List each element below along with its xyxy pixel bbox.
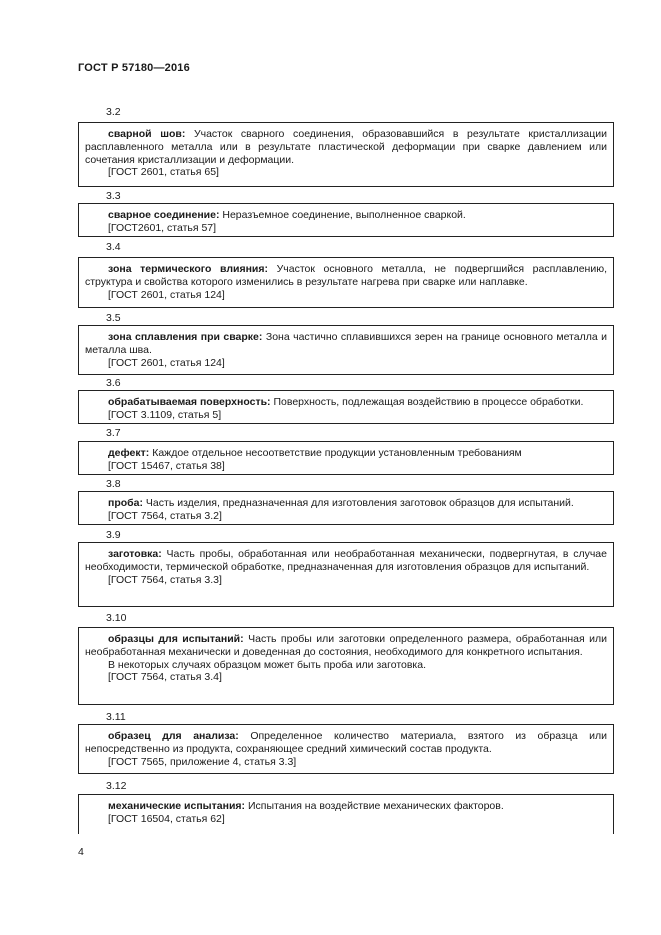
term-definition: Участок основного металла, не подвергшийся расплавлению, структура и свойства которого изменились в результате нагрева при сварке или наплавке. [85, 263, 607, 288]
term-title: механические испытания: [108, 800, 246, 812]
term-title: дефект: [108, 447, 150, 459]
term-entry [78, 794, 614, 834]
term-number: 3.2 [106, 106, 121, 118]
term-definition: Неразъемное соединение, выполненное сваркой. [222, 209, 466, 221]
term-reference: [ГОСТ 15467, статья 38] [108, 459, 225, 472]
term-number: 3.9 [106, 529, 121, 541]
term-reference: [ГОСТ 2601, статья 124] [108, 356, 225, 369]
term-entry [78, 390, 614, 424]
term-reference: [ГОСТ2601, статья 57] [108, 221, 217, 234]
term-definition: Часть пробы или заготовки определенного размера, обработанная или необработанная механически и доведенная до состояния, необходимого для конкретного испытания. [85, 633, 608, 658]
term-reference: [ГОСТ 2601, статья 124] [108, 288, 225, 301]
term-number: 3.6 [106, 377, 121, 389]
term-number: 3.5 [106, 312, 121, 324]
term-title: зона сплавления при сварке: [108, 331, 263, 343]
term-reference: [ГОСТ 7564, статья 3.4] [108, 671, 222, 684]
term-title: образцы для испытаний: [108, 633, 244, 645]
term-number: 3.12 [106, 780, 127, 792]
term-definition: Поверхность, подлежащая воздействию в процессе обработки. [273, 396, 584, 408]
term-entry [78, 491, 614, 525]
term-definition: Часть изделия, предназначенная для изготовления заготовок образцов для испытаний. [145, 497, 574, 509]
term-reference: [ГОСТ 7564, статья 3.3] [108, 573, 222, 586]
page-number: 4 [78, 846, 84, 858]
document-header: ГОСТ Р 57180—2016 [78, 62, 190, 74]
term-entry [78, 627, 614, 705]
term-definition: Зона частично сплавившихся зерен на границе основного металла и металла шва. [85, 331, 607, 356]
term-entry [78, 542, 614, 607]
term-reference: [ГОСТ 3.1109, статья 5] [108, 408, 222, 421]
term-entry [78, 724, 614, 774]
term-entry [78, 122, 614, 187]
term-reference: [ГОСТ 7565, приложение 4, статья 3.3] [108, 755, 297, 768]
term-definition: Часть пробы, обработанная или необработанная механически, подвергнутая, в случае необходимости, термической обработке, предназначенная для изготовления образцов для испытаний. [85, 548, 607, 573]
term-title: зона термического влияния: [108, 263, 269, 275]
term-number: 3.7 [106, 427, 121, 439]
term-entry [78, 325, 614, 375]
term-number: 3.3 [106, 190, 121, 202]
term-number: 3.10 [106, 612, 127, 624]
term-title: обрабатываемая поверхность: [108, 396, 271, 408]
term-number: 3.11 [106, 711, 126, 723]
term-definition: Определенное количество материала, взятого из образца или непосредственно из продукта, сохраняющее средний химический состав продукта. [85, 730, 608, 755]
term-reference: [ГОСТ 7564, статья 3.2] [108, 509, 222, 522]
term-definition: Каждое отдельное несоответствие продукции установленным требованиям [152, 447, 522, 459]
term-title: сварной шов: [108, 128, 186, 140]
term-number: 3.4 [106, 241, 121, 253]
term-note: В некоторых случаях образцом может быть проба или заготовка. [108, 658, 427, 671]
term-entry [78, 441, 614, 475]
term-reference: [ГОСТ 2601, статья 65] [108, 166, 219, 179]
term-definition: Испытания на воздействие механических факторов. [247, 800, 504, 812]
term-title: проба: [108, 497, 143, 509]
term-reference: [ГОСТ 16504, статья 62] [108, 812, 225, 825]
term-title: образец для анализа: [108, 730, 239, 742]
term-entry [78, 257, 614, 308]
term-number: 3.8 [106, 478, 121, 490]
term-definition: Участок сварного соединения, образовавшийся в результате кристаллизации расплавленного металла или в результате пластической деформации при сварке давлением или сочетания кристаллизации и деформации. [85, 128, 607, 166]
term-entry [78, 203, 614, 237]
term-title: заготовка: [108, 548, 162, 560]
term-title: сварное соединение: [108, 209, 220, 221]
